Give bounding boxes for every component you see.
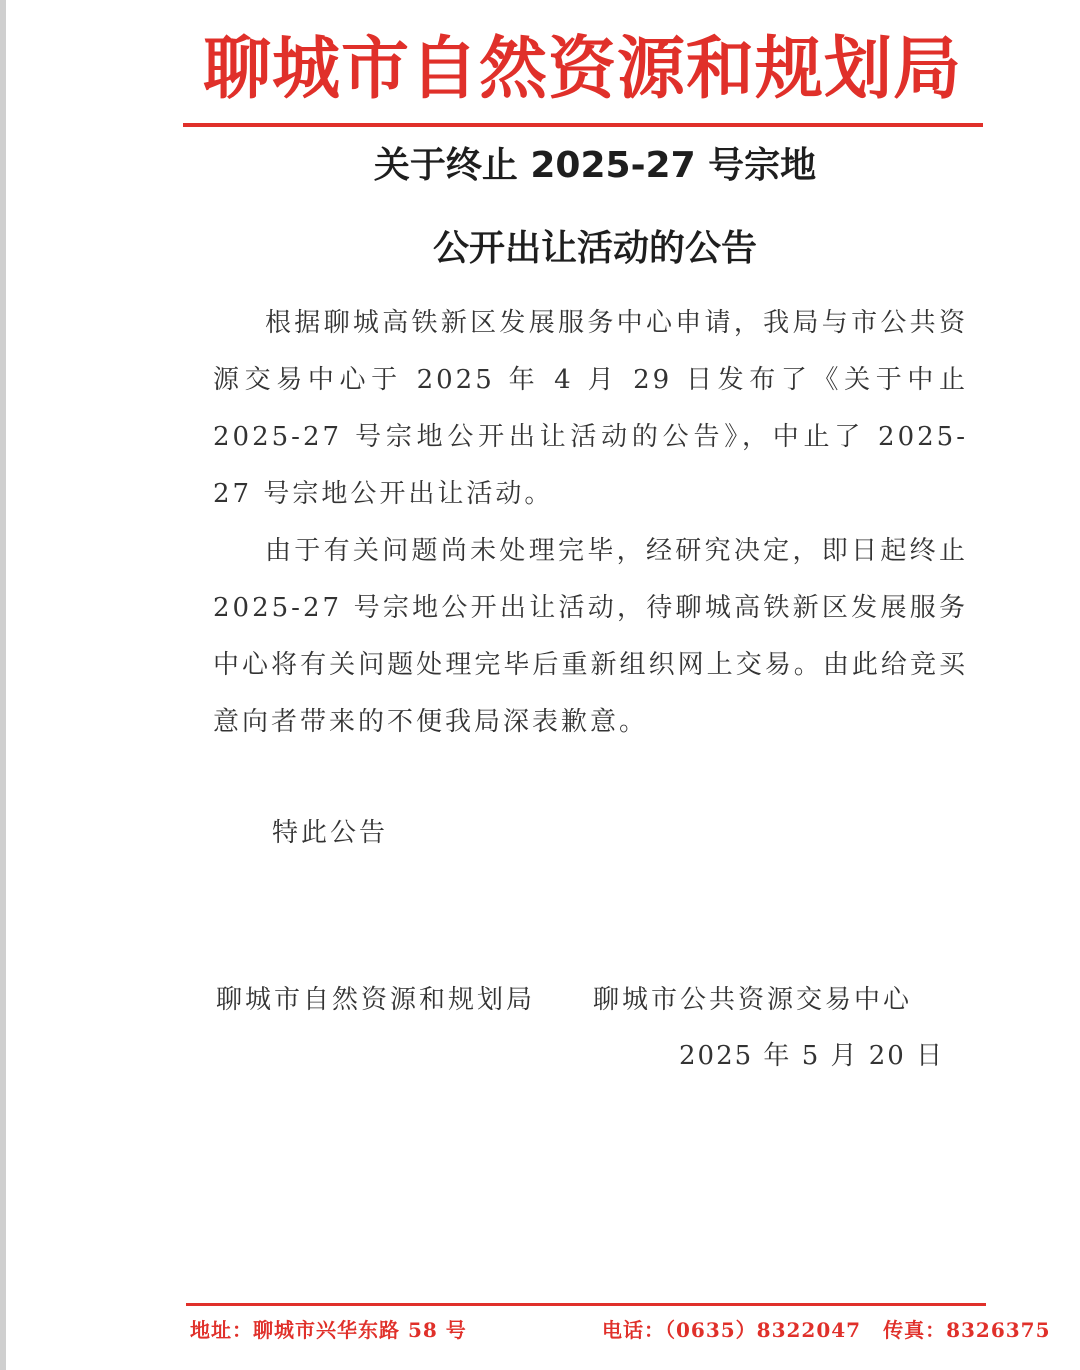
notice-title-line-2: 公开出让活动的公告 (432, 228, 757, 269)
notice-body (213, 295, 968, 751)
letterhead-rule (183, 123, 983, 127)
signer-public-resources-trading-center: 聊城市公共资源交易中心 (593, 985, 913, 1015)
body-paragraph-1: 根据聊城高铁新区发展服务中心申请，我局与市公共资源交易中心于 2025 年 4 月 29 日发布了《关于中止 2025-27 号宗地公开出让活动的公告》，中止了 2025-27 号宗地公开出让活动。 (213, 308, 968, 509)
footer-rule (186, 1303, 986, 1306)
scan-edge (0, 0, 6, 1370)
signature-date: 2025 年 5 月 20 日 (679, 1041, 945, 1071)
closing-remark: 特此公告 (272, 818, 389, 848)
signer-natural-resources-bureau: 聊城市自然资源和规划局 (216, 985, 536, 1015)
footer-phone: 电话：（0635）8322047 (602, 1318, 862, 1342)
footer-address: 地址：聊城市兴华东路 58 号 (190, 1318, 467, 1342)
body-paragraph-2: 由于有关问题尚未处理完毕，经研究决定，即日起终止 2025-27 号宗地公开出让活动，待聊城高铁新区发展服务中心将有关问题处理完毕后重新组织网上交易。由此给竞买意向者带来的不便我局深表歉意。 (213, 536, 968, 737)
footer-fax: 传真：8326375 (883, 1318, 1051, 1342)
footer-contact (602, 1314, 1051, 1346)
letterhead-title: 聊城市自然资源和规划局 (202, 29, 962, 109)
notice-title-line-1: 关于终止 2025-27 号宗地 (373, 145, 817, 186)
